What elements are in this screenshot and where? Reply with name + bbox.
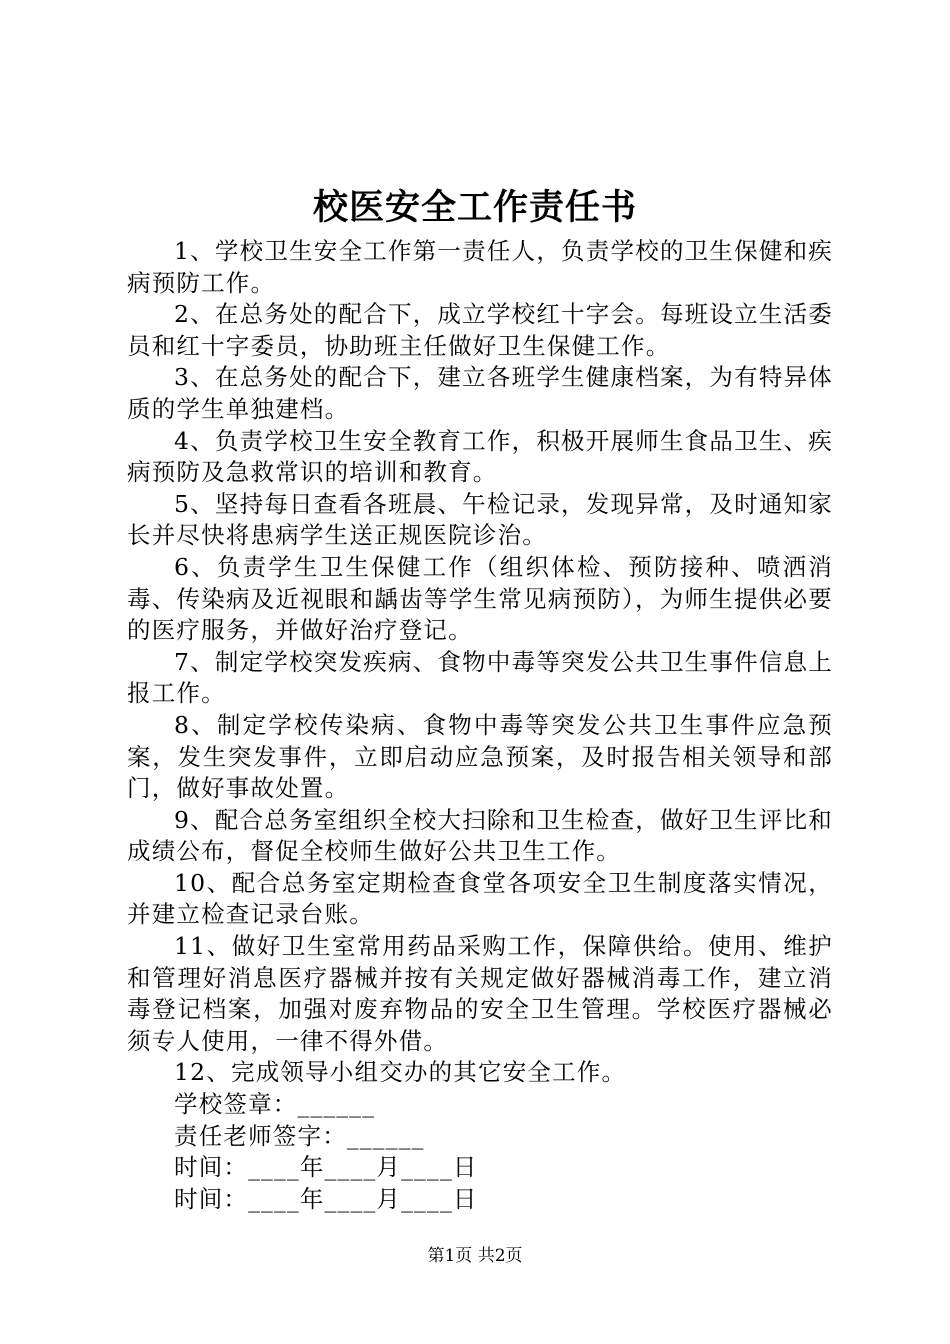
document-body bbox=[127, 236, 833, 1215]
school-seal-line: 学校签章：______ bbox=[174, 1090, 376, 1119]
paragraph-7: 7、制定学校突发疾病、食物中毒等突发公共卫生事件信息上报工作。 bbox=[127, 647, 833, 708]
paragraph-9: 9、配合总务室组织全校大扫除和卫生检查，做好卫生评比和成绩公布，督促全校师生做好公共卫生工作。 bbox=[127, 805, 833, 866]
date-line-1: 时间：____年____月____日 bbox=[174, 1153, 478, 1182]
teacher-signature-line: 责任老师签字：______ bbox=[174, 1121, 425, 1150]
paragraph-4: 4、负责学校卫生安全教育工作，积极开展师生食品卫生、疾病预防及急救常识的培训和教育。 bbox=[127, 426, 833, 487]
page-number-footer: 第1页 共2页 bbox=[427, 1246, 523, 1266]
paragraph-12: 12、完成领导小组交办的其它安全工作。 bbox=[174, 1058, 627, 1087]
paragraph-1: 1、学校卫生安全工作第一责任人，负责学校的卫生保健和疾病预防工作。 bbox=[127, 237, 833, 297]
document-title: 校医安全工作责任书 bbox=[312, 187, 637, 228]
paragraph-3: 3、在总务处的配合下，建立各班学生健康档案，为有特异体质的学生单独建档。 bbox=[127, 363, 833, 423]
date-line-2: 时间：____年____月____日 bbox=[174, 1184, 478, 1213]
paragraph-2: 2、在总务处的配合下，成立学校红十字会。每班设立生活委员和红十字委员，协助班主任做好卫生保健工作。 bbox=[127, 300, 833, 360]
paragraph-8: 8、制定学校传染病、食物中毒等突发公共卫生事件应急预案，发生突发事件，立即启动应急预案，及时报告相关领导和部门，做好事故处置。 bbox=[127, 710, 833, 803]
paragraph-11: 11、做好卫生室常用药品采购工作，保障供给。使用、维护和管理好消息医疗器械并按有关规定做好器械消毒工作，建立消毒登记档案，加强对废弃物品的安全卫生管理。学校医疗器械必须专人使用，一律不得外借。 bbox=[127, 932, 833, 1055]
paragraph-5: 5、坚持每日查看各班晨、午检记录，发现异常，及时通知家长并尽快将患病学生送正规医院诊治。 bbox=[127, 489, 833, 550]
paragraph-6: 6、负责学生卫生保健工作（组织体检、预防接种、喷洒消毒、传染病及近视眼和龋齿等学生常见病预防），为师生提供必要的医疗服务，并做好治疗登记。 bbox=[127, 552, 833, 645]
paragraph-10: 10、配合总务室定期检查食堂各项安全卫生制度落实情况，并建立检查记录台账。 bbox=[127, 868, 833, 929]
